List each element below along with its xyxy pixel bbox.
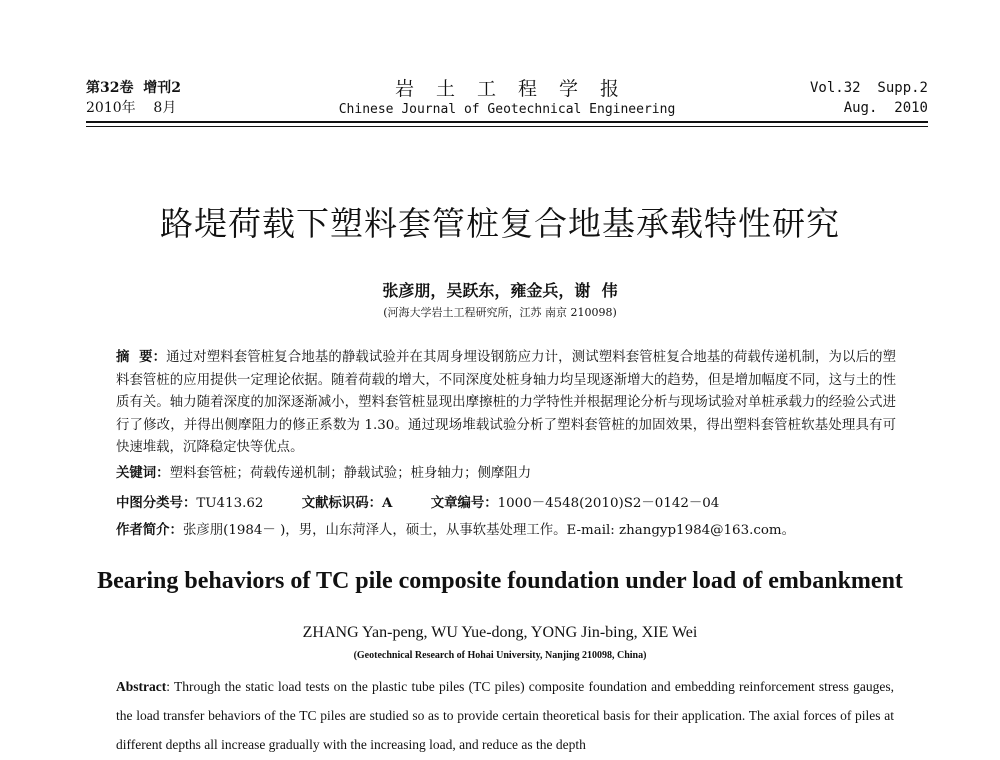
abstract-cn <box>116 346 896 460</box>
affiliation-cn: (河海大学岩土工程研究所，江苏 南京 210098) <box>383 306 617 319</box>
article-no-item <box>431 496 720 511</box>
doc-code-item <box>302 496 393 511</box>
abstract-label-en: Abstract <box>116 679 167 694</box>
abstract-en <box>116 672 894 759</box>
doc-code-label: 文献标识码： <box>301 495 383 511</box>
affiliation-en: (Geotechnical Research of Hohai University, Nanjing 210098, China) <box>353 650 647 661</box>
keywords-text-cn: 塑料套管桩；荷载传递机制；静载试验；桩身轴力；侧摩阻力 <box>169 466 532 481</box>
header-rule-thin <box>86 126 928 127</box>
paper-title-en: Bearing behaviors of TC pile composite foundation under load of embankment <box>97 568 903 594</box>
date-en: Aug. 2010 <box>843 100 928 116</box>
article-no-label: 文章编号： <box>430 495 498 511</box>
paper-title-cn: 路堤荷载下塑料套管桩复合地基承载特性研究 <box>160 204 840 243</box>
journal-title-cn: 岩土工程学报 <box>394 78 641 100</box>
volume-issue-en: Vol.32 Supp.2 <box>809 80 928 96</box>
keywords-cn <box>116 463 906 484</box>
volume-issue-cn: 第32卷 增刊2 <box>86 80 181 96</box>
header-center <box>86 78 928 120</box>
author-intro <box>116 520 906 541</box>
classification-line <box>116 493 906 514</box>
journal-header <box>86 78 928 118</box>
date-cn: 2010年 8月 <box>86 100 177 116</box>
author-intro-text: 张彦朋(1984－ )，男，山东菏泽人，硕士，从事软基处理工作。E-mail: zhangyp1984@163.com。 <box>182 523 795 538</box>
authors-en: ZHANG Yan-peng, WU Yue-dong, YONG Jin-bing, XIE Wei <box>302 624 698 641</box>
abstract-text-cn: 通过对塑料套管桩复合地基的静载试验并在其周身埋设钢筋应力计，测试塑料套管桩复合地基的荷载传递机制，为以后的塑料套管桩的应用提供一定理论依据。随着荷载的增大，不同深度处桩身轴力均呈现逐渐增大的趋势，但是增加幅度不同，这与土的性质有关。轴力随着深度的加深逐渐减小，塑料套管桩显现出摩擦桩的力学特性并根据理论分析与现场试验对单桩承载力的经验公式进行了修改，并得出侧摩阻力的修正系数为 1.30。通过现场堆载试验分析了塑料套管桩的加固效果，得出塑料套管桩软基处理具有可快速堆载，沉降稳定快等优点。 <box>116 350 896 456</box>
clc-item <box>116 496 263 511</box>
header-rule-thick <box>86 121 928 123</box>
article-no-value: 1000－4548(2010)S2－0142－04 <box>497 496 720 511</box>
abstract-text-en: : Through the static load tests on the plastic tube piles (TC piles) composite foundation and embedding reinforcement stress gauges, the load transfer behaviors of the TC piles are studied so as to provide certain theoretical basis for their application. The axial forces of piles at different depths all increase gradually with the increasing load, and reduce as the depth <box>116 679 894 752</box>
author-intro-label: 作者简介： <box>116 522 183 538</box>
header-right <box>810 78 928 118</box>
clc-value: TU413.62 <box>196 496 264 511</box>
clc-label: 中图分类号： <box>116 495 197 511</box>
journal-title-en: Chinese Journal of Geotechnical Engineering <box>338 102 676 117</box>
abstract-label-cn: 摘 要： <box>116 349 167 365</box>
doc-code-value: A <box>382 495 393 511</box>
keywords-label-cn: 关键词： <box>116 465 170 481</box>
authors-cn: 张彦朋，吴跃东，雍金兵，谢 伟 <box>382 281 618 300</box>
